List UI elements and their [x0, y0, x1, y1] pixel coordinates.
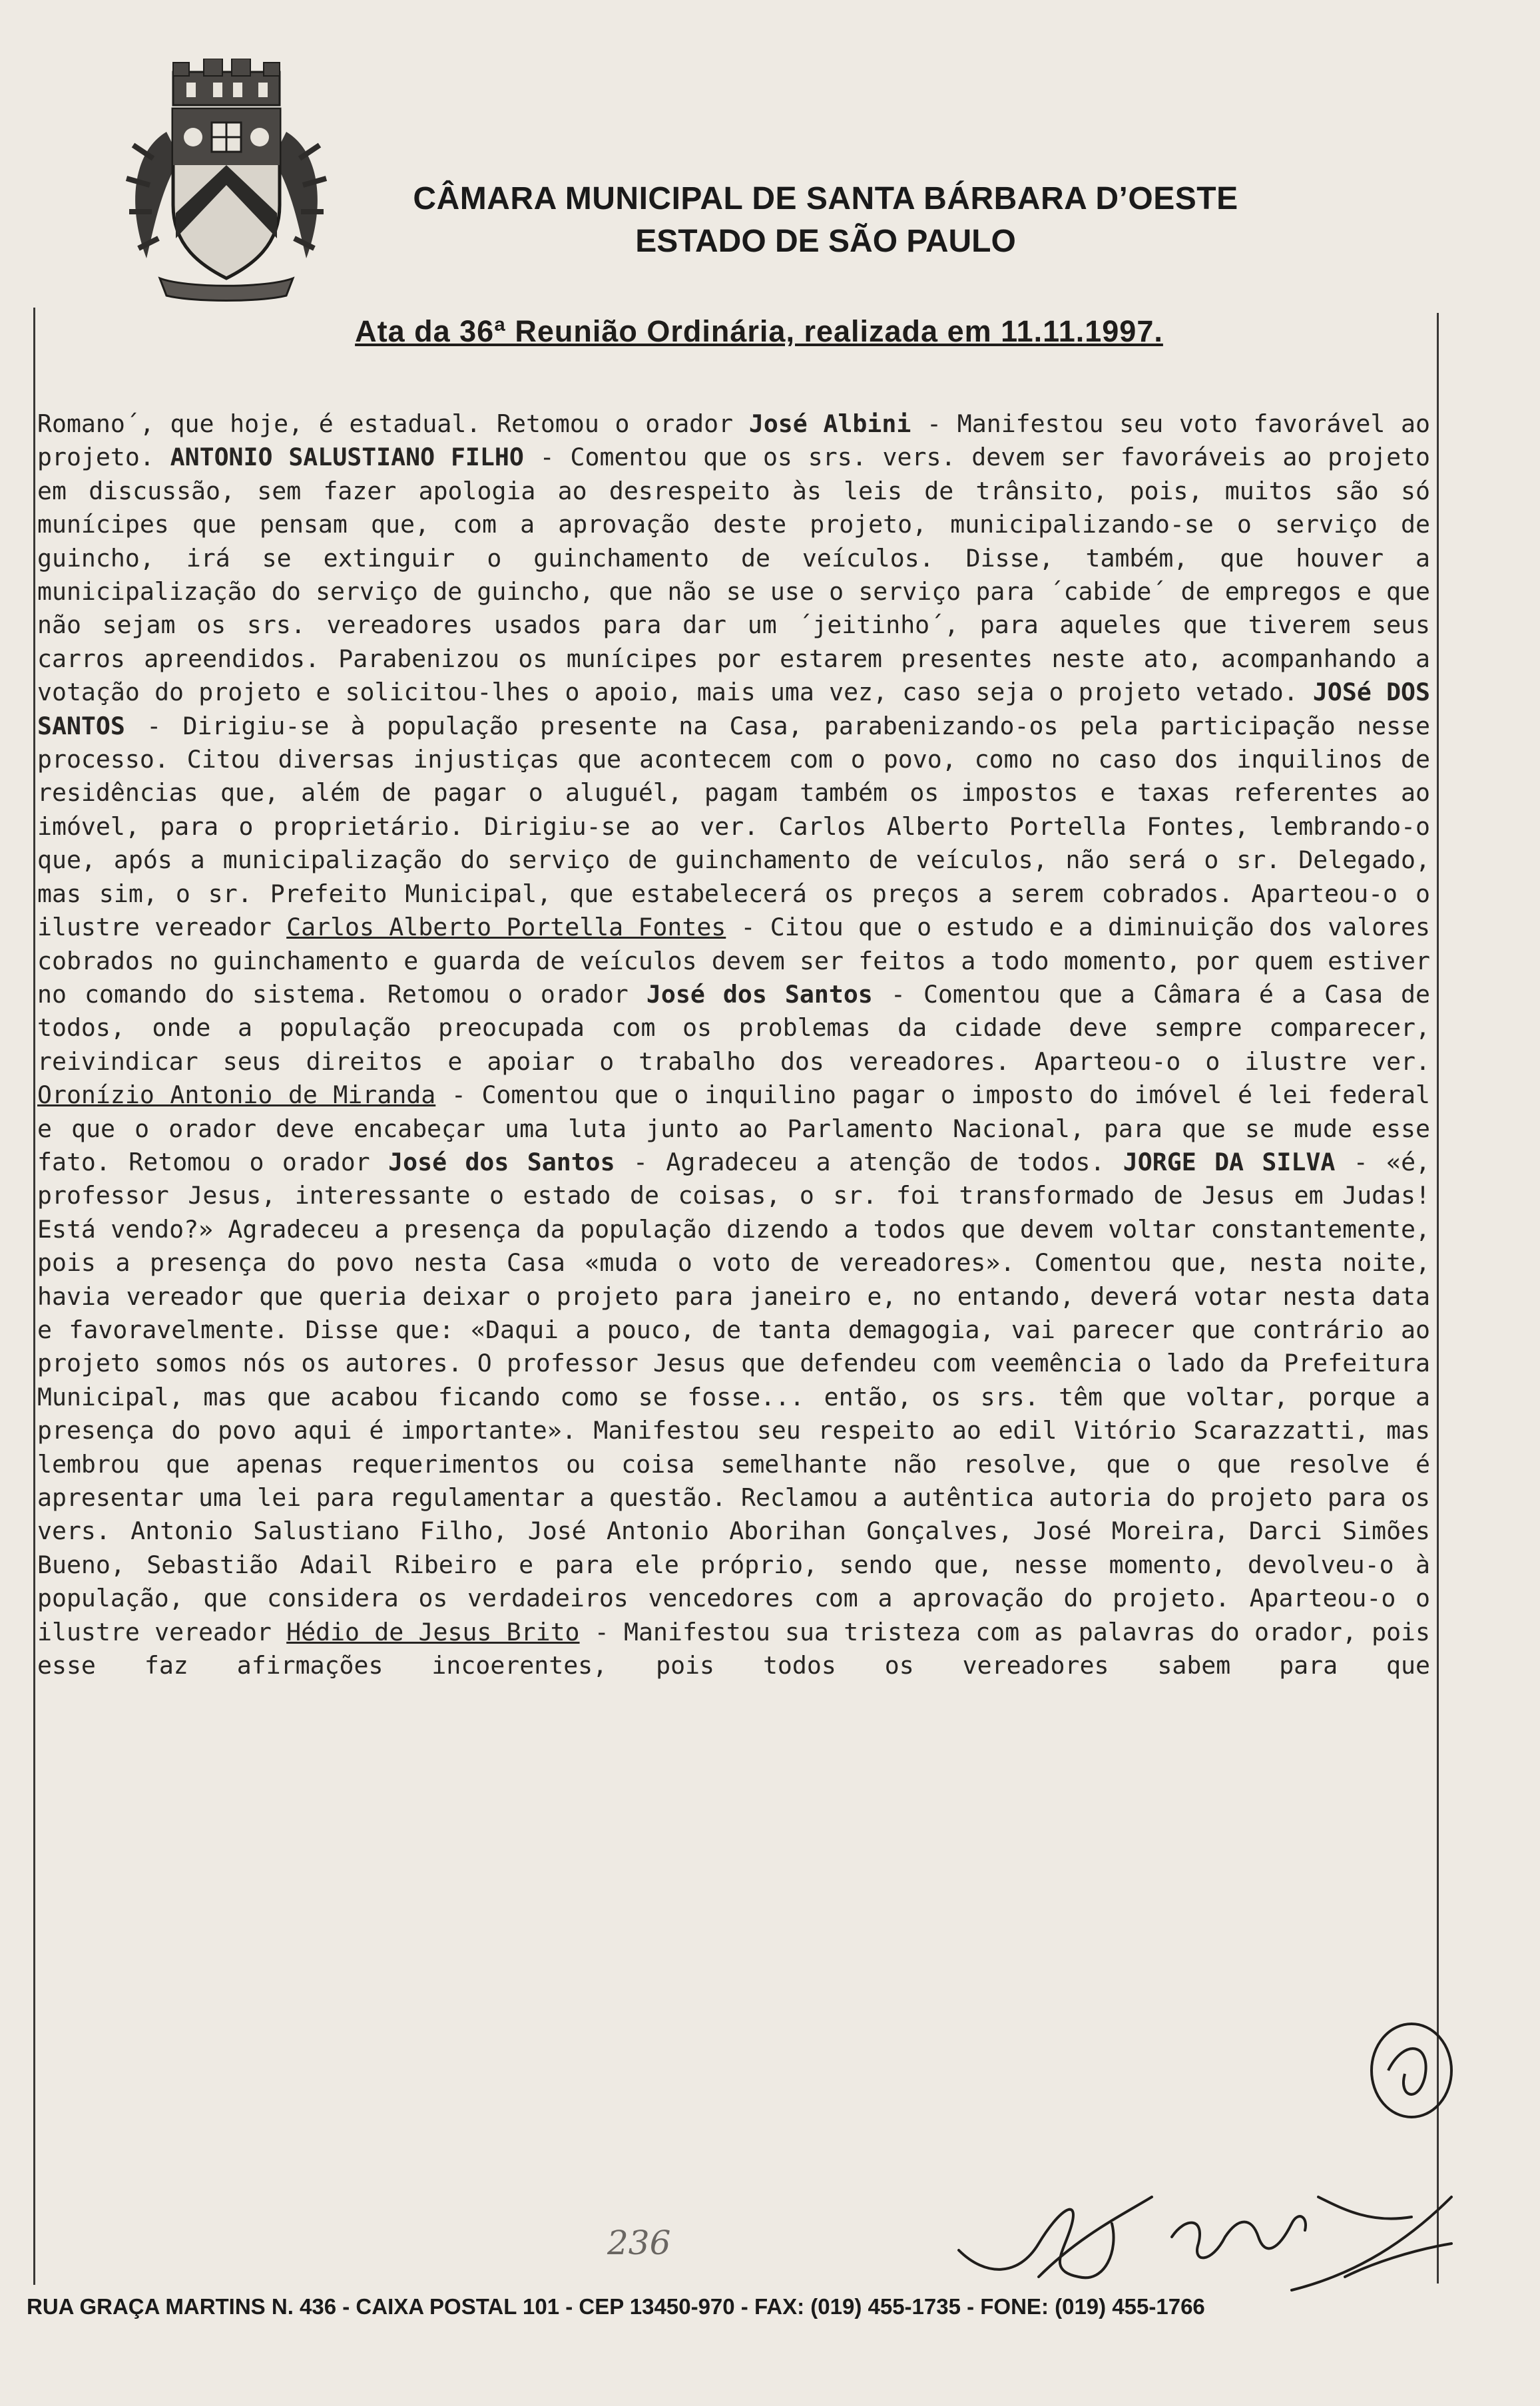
speaker-name: JORGE DA SILVA — [1123, 1147, 1336, 1176]
body-segment: - Agradeceu a atenção de todos. — [615, 1147, 1123, 1176]
letterhead-title: CÂMARA MUNICIPAL DE SANTA BÁRBARA D’OESTE — [413, 181, 1238, 216]
rubric-circle-icon — [1372, 2024, 1451, 2117]
handwritten-page-number: 236 — [607, 2224, 671, 2262]
body-segment: - «é, professor Jesus, interessante o estado de coisas, o sr. foi transformado de Jesus em Judas! Está vendo?» Agradeceu a presença da população dizendo a todos que devem voltar constantemente, pois a presença do povo nesta Casa «muda o voto de vereadores». Comentou que, nesta noite, havia vereador que queria deixar o projeto para janeiro e, no entando, deverá votar nesta data e favoravelmente. Disse que: «Daqui a pouco, de tanta demagogia, vai parecer que contrário ao projeto somos nós os autores. O professor Jesus que defendeu com veemência o lado da Prefeitura Municipal, mas que acabou ficando como se fosse... então, os srs. têm que voltar, porque a presença do povo aqui é importante». Manifestou seu respeito ao edil Vitório Scarazzatti, mas lembrou que apenas requerimentos ou coisa semelhante não resolve, que o que resolve é apresentar uma lei para regulamentar a questão. Reclamou a autêntica autoria do projeto para os vers. Antonio Salustiano Filho, José Antonio Aborihan Gonçalves, José Moreira, Darci Simões Bueno, Sebastião Adail Ribeiro e para ele próprio, sendo que, nesse momento, devolveu-o à população, que considera os verdadeiros vencedores com a aprovação do projeto. Aparteou-o o ilustre vereador — [37, 1147, 1431, 1646]
speaker-name: José dos Santos — [646, 979, 873, 1009]
aparte-speaker-name: Carlos Alberto Portella Fontes — [286, 913, 726, 942]
body-segment: - Comentou que os srs. vers. devem ser favoráveis ao projeto em discussão, sem fazer apologia ao desrespeito às leis de trânsito, pois, muitos são só munícipes que pensam que, com a aprovação deste projeto, municipalizando-se o serviço de guincho, irá se extinguir o guinchamento de veículos. Disse, também, que houver a municipalização do serviço de guincho, que não se use o serviço para ´cabide´ de empregos e que não sejam os srs. vereadores usados para dar um ´jeitinho´, para aqueles que tiverem seus carros apreendidos. Parabenizou os munícipes por estarem presentes neste ato, acompanhando a votação do projeto e solicitou-lhes o apoio, mais uma vez, caso seja o projeto vetado. — [37, 443, 1430, 707]
body-segment: - Manifestou seu voto favorável ao projeto. — [37, 409, 1430, 472]
letterhead-footer-address: RUA GRAÇA MARTINS N. 436 - CAIXA POSTAL 101 - CEP 13450-970 - FAX: (019) 455-1735 - FONE: (019) 455-1766 — [27, 2294, 1205, 2319]
left-margin-line — [33, 308, 35, 2285]
body-segment: - Manifestou sua tristeza com as palavras do orador, pois esse faz afirmações incoerentes, pois todos os vereadores sabem para que — [37, 1617, 1430, 1680]
letterhead-subtitle: ESTADO DE SÃO PAULO — [635, 224, 1016, 259]
speaker-name: JOSé DOS SANTOS — [37, 678, 1430, 740]
body-segment: - Comentou que a Câmara é a Casa de todos, onde a população preocupada com os problemas da cidade deve sempre comparecer, reivindicar seus direitos e apoiar o trabalho dos vereadores. Aparteou-o o ilustre ver. — [37, 979, 1430, 1076]
aparte-speaker-name: Oronízio Antonio de Miranda — [37, 1081, 436, 1110]
speaker-name: José Albini — [748, 409, 911, 438]
right-margin-line — [1437, 313, 1439, 2284]
signatures-and-initials — [945, 1997, 1478, 2303]
body-segment: - Citou que o estudo e a diminuição dos valores cobrados no guinchamento e guarda de veículos devem ser feitos a todo momento, por quem estiver no comando do sistema. Retomou o orador — [37, 913, 1430, 1009]
speaker-name: José dos Santos — [388, 1147, 615, 1176]
municipal-coat-of-arms-icon — [120, 59, 333, 305]
speaker-name: ANTONIO SALUSTIANO FILHO — [170, 443, 524, 472]
body-segment: Romano´, que hoje, é estadual. Retomou o orador — [37, 409, 749, 438]
body-segment: - Dirigiu-se à população presente na Casa, parabenizando-os pela participação nesse processo. Citou diversas injustiças que acontecem com o povo, como no caso dos inquilinos de residências que, além de pagar o aluguél, pagam também os impostos e taxas referentes ao imóvel, para o proprietário. Dirigiu-se ao ver. Carlos Alberto Portella Fontes, lembrando-o que, após a municipalização do serviço de guinchamento de veículos, não será o sr. Delegado, mas sim, o sr. Prefeito Municipal, que estabelecerá os preços a serem cobrados. Aparteou-o o ilustre vereador — [37, 711, 1430, 942]
body-segment: - Comentou que o inquilino pagar o imposto do imóvel é lei federal e que o orador deve encabeçar uma luta junto ao Parlamento Nacional, para que se mude esse fato. Retomou o orador — [37, 1081, 1430, 1176]
aparte-speaker-name: Hédio de Jesus Brito — [286, 1617, 580, 1646]
minute-body-text — [37, 407, 1430, 1682]
handwritten-signature-icon — [959, 2197, 1451, 2290]
minute-title: Ata da 36ª Reunião Ordinária, realizada em 11.11.1997. — [355, 314, 1163, 348]
